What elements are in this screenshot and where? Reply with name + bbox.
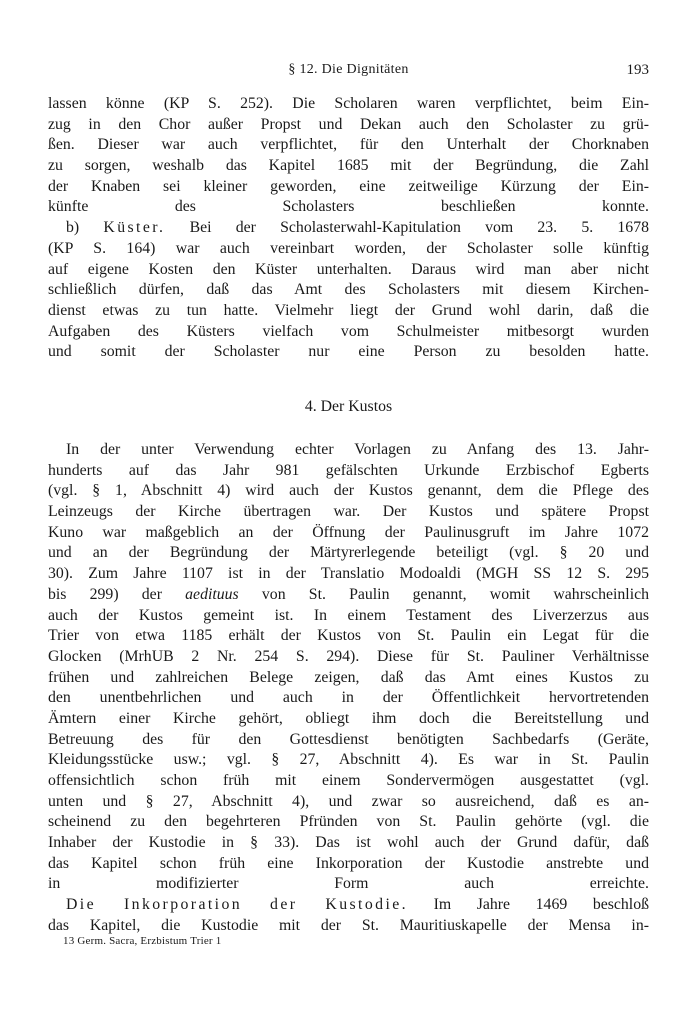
text-line [48,218,649,239]
text-line: hunderts auf das Jahr 981 gefälschten Urkunde Erzbischof Egberts [48,461,649,479]
text-line: Kleidungsstücke usw.; vgl. § 27, Abschnitt 4). Es war in St. Paulin [48,751,649,769]
italic-term: aedituus [185,585,239,603]
text-line: und an der Begründung der Märtyrerlegende beteiligt (vgl. § 20 und [48,544,649,562]
text-line: ßen. Dieser war auch verpflichtet, für den Unterhalt der Chorknaben [48,136,649,154]
text-line: das Kapitel schon früh eine Inkorporation der Kustodie anstrebte und [48,854,649,872]
text-line: dienst etwas zu tun hatte. Vielmehr liegt der Grund wohl darin, daß die [48,301,649,319]
text-line: 30). Zum Jahre 1107 ist in der Translatio Modoaldi (MGH SS 12 S. 295 [48,565,649,583]
text-block-scholaster [48,94,649,363]
text-line: auch der Kustos gemeint ist. In einem Testament des Liverzerzus aus [48,606,649,624]
subheading-kuester: Küster. [103,219,166,237]
page-header [48,62,649,82]
text-line [48,585,649,606]
text-line: künfte des Scholasters beschließen konnte. [48,198,649,216]
list-marker: b) [66,219,80,237]
text-line: unten und § 27, Abschnitt 4), und zwar so ausreichend, daß es an- [48,792,649,810]
text-line: in modifizierter Form auch erreichte. [48,875,649,893]
text-line: Ämtern einer Kirche gehört, obliegt ihm doch die Bereitstellung und [48,709,649,727]
text-line [48,895,649,916]
text-line: Trier von etwa 1185 erhält der Kustos von St. Paulin ein Legat für die [48,627,649,645]
text-line: schließlich dürfen, daß das Amt des Scholasters mit diesem Kirchen- [48,281,649,299]
text-line: den unentbehrlichen und auch in der Öffentlichkeit hervortretenden [48,689,649,707]
text-line: In der unter Verwendung echter Vorlagen zu Anfang des 13. Jahr- [66,441,649,458]
text-line: zu sorgen, weshalb das Kapitel 1685 mit der Begründung, die Zahl [48,157,649,175]
text-fragment: von St. Paulin genannt, womit wahrscheinlich [261,585,649,603]
text-line: Kuno war maßgeblich an der Öffnung der Paulinusgruft im Jahre 1072 [48,523,649,541]
text-line: Aufgaben des Küsters vielfach vom Schulmeister mitbesorgt wurden [48,322,649,340]
text-line: der Knaben sei kleiner geworden, eine zeitweilige Kürzung der Ein- [48,177,649,195]
text-line: auf eigene Kosten den Küster unterhalten. Daraus wird man aber nicht [48,260,649,278]
text-line: (KP S. 164) war auch vereinbart worden, der Scholaster solle künftig [48,239,649,257]
text-fragment: Bei der Scholasterwahl-Kapitulation vom 23. 5. 1678 [189,219,649,237]
text-line: offensichtlich schon früh mit einem Sondervermögen ausgestattet (vgl. [48,772,649,789]
text-line: frühen und zahlreichen Belege zeigen, daß das Amt eines Kustos zu [48,668,649,686]
text-line: das Kapitel, die Kustodie mit der St. Mauritiuskapelle der Mensa in- [48,916,649,934]
text-line: Leinzeugs der Kirche übertragen war. Der Kustos und spätere Propst [48,503,649,521]
text-fragment: bis 299) der [48,585,162,603]
subheading-inkorporation: Die Inkorporation der Kustodie. [66,896,408,914]
text-line: zug in den Chor außer Propst und Dekan auch den Scholaster zu grü- [48,115,649,133]
text-line: (vgl. § 1, Abschnitt 4) wird auch der Kustos genannt, dem die Pflege des [48,482,649,500]
text-line: Inhaber der Kustodie in § 33). Das ist wohl auch der Grund dafür, daß [48,834,649,852]
signature-footnote: 13 Germ. Sacra, Erzbistum Trier 1 [63,935,222,947]
section-heading: 4. Der Kustos [304,398,393,415]
text-line: scheinend zu den begehrteren Pfründen von St. Paulin gehörte (vgl. die [48,813,649,831]
text-line: Glocken (MrhUB 2 Nr. 254 S. 294). Diese für St. Pauliner Verhältnisse [48,647,649,665]
text-line: und somit der Scholaster nur eine Person zu besolden hatte. [48,343,649,361]
text-fragment: Im Jahre 1469 beschloß [433,896,649,914]
text-line: lassen könne (KP S. 252). Die Scholaren waren verpflichtet, beim Ein- [48,95,649,112]
text-line: Betreuung des für den Gottesdienst benötigten Sachbedarfs (Geräte, [48,730,649,748]
running-head: § 12. Die Dignitäten [288,62,409,77]
text-block-kustos [48,440,649,937]
page-number: 193 [626,62,649,78]
